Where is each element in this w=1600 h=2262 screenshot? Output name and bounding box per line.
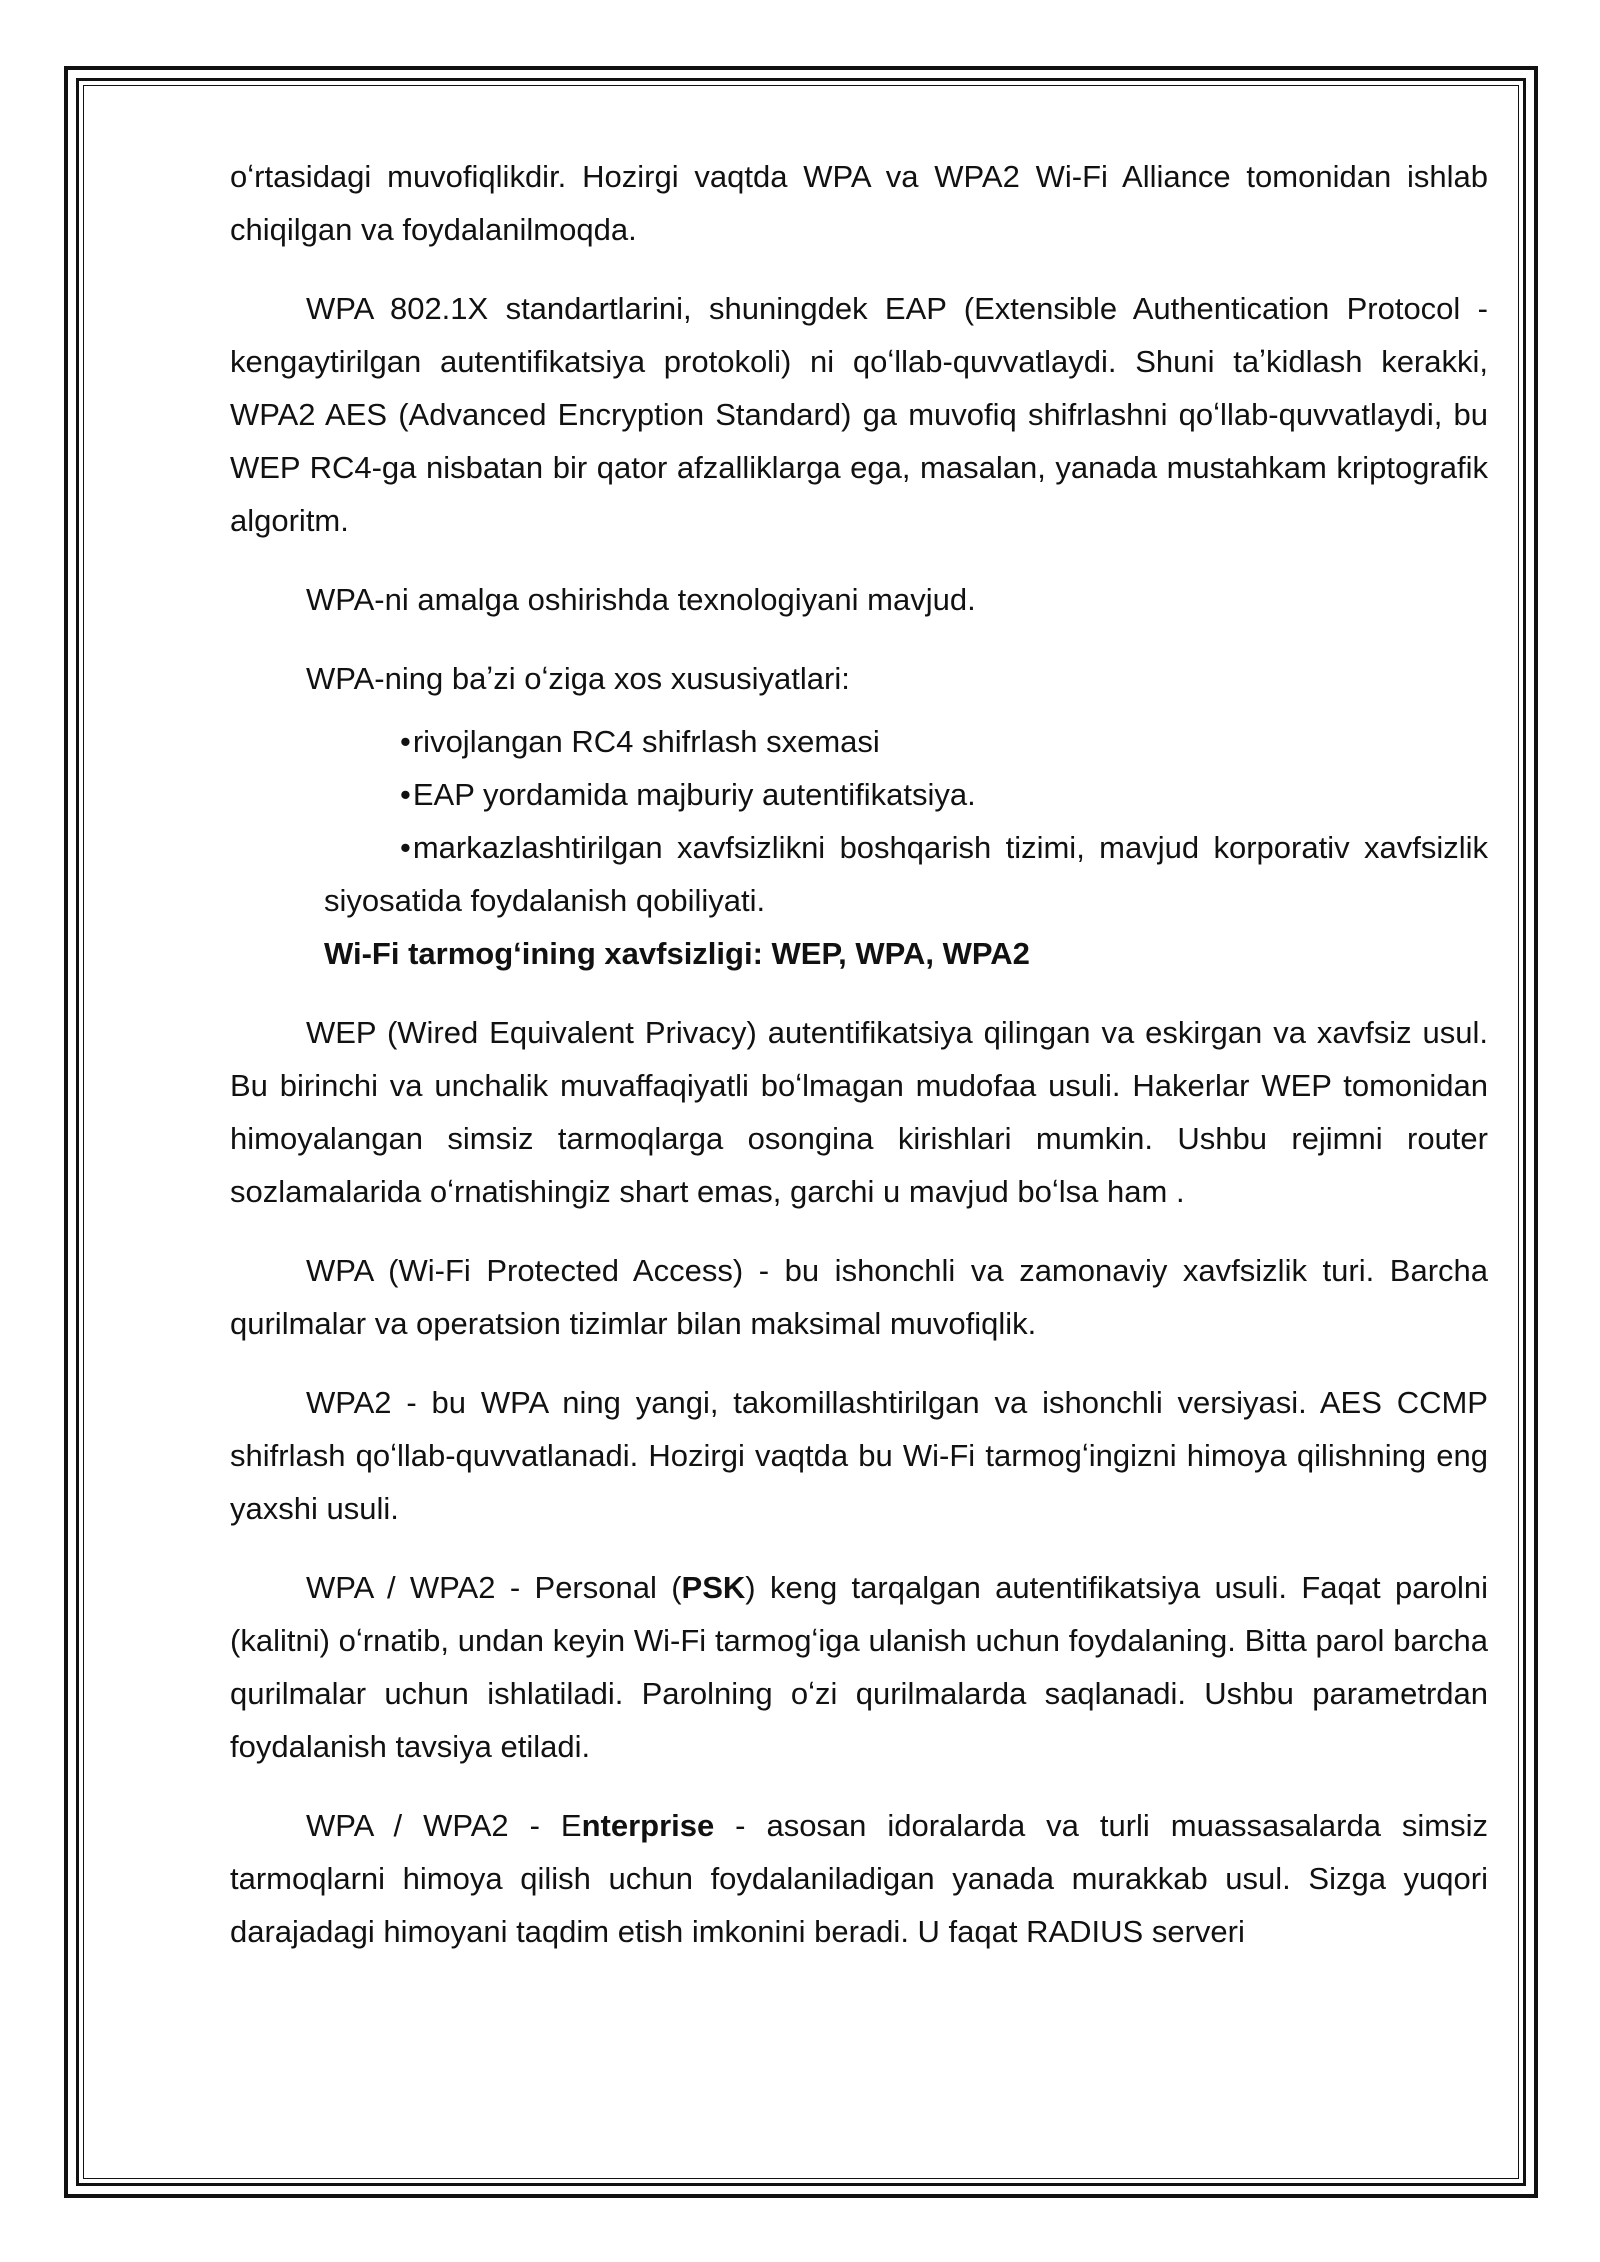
paragraph-wpa-implementation: WPA-ni amalga oshirishda texnologiyani mavjud. [306,582,976,617]
enterprise-bold: nterprise [581,1808,715,1843]
paragraph-wpa-features-intro: WPA-ning baʼzi oʻziga xos xususiyatlari: [306,661,850,696]
enterprise-text-before: WPA / WPA2 - E [306,1808,582,1843]
paragraph-wpa2: WPA2 - bu WPA ning yangi, takomillashtirilgan va ishonchli versiyasi. AES CCMP shifrlash qoʻllab-quvvatlanadi. Hozirgi vaqtda bu Wi-Fi tarmogʻingizni himoya qilishning eng yaxshi usuli. [230,1385,1488,1526]
paragraph-wpa-standards: WPA 802.1X standartlarini, shuningdek EAP (Extensible Authentication Protocol -kengaytirilgan autentifikatsiya protokoli) ni qoʻllab-quvvatlaydi. Shuni taʼkidlash kerakki, WPA2 AES (Advanced Encryption Standard) ga muvofiq shifrlashni qoʻllab-quvvatlaydi, bu WEP RC4-ga nisbatan bir qator afzalliklarga ega, masalan, yanada mustahkam kriptografik algoritm. [230,291,1488,538]
document-body [230,150,1488,1958]
list-item-text: rivojlangan RC4 shifrlash sxemasi [412,724,880,759]
paragraph-wpa-enterprise [230,1799,1488,1958]
psk-text-before: WPA / WPA2 - Personal ( [306,1570,682,1605]
wpa-features-list [230,715,1488,927]
list-item [230,715,1488,768]
enterprise-text-after: - asosan idoralarda va turli muassasalarda simsiz tarmoqlarni himoya qilish uchun foydalaniladigan yanada murakkab usul. Sizga yuqori darajadagi himoyani taqdim etish imkonini beradi. U faqat RADIUS serveri [230,1808,1489,1949]
paragraph-wep: WEP (Wired Equivalent Privacy) autentifikatsiya qilingan va eskirgan va xavfsiz usul. Bu birinchi va unchalik muvaffaqiyatli boʻlmagan mudofaa usuli. Hakerlar WEP tomonidan himoyalangan simsiz tarmoqlarga osongina kirishlari mumkin. Ushbu rejimni router sozlamalarida oʻrnatishingiz shart emas, garchi u mavjud boʻlsa ham . [230,1015,1488,1209]
list-item-text: EAP yordamida majburiy autentifikatsiya. [412,777,976,812]
psk-bold: PSK [681,1570,746,1605]
section-heading: Wi-Fi tarmogʻining xavfsizligi: WEP, WPA, WPA2 [324,936,1030,971]
list-item [230,768,1488,821]
psk-text-after: ) keng tarqalgan autentifikatsiya usuli. Faqat parolni (kalitni) oʻrnatib, undan keyin Wi-Fi tarmogʻiga ulanish uchun foydalaning. Bitta parol barcha qurilmalar uchun ishlatiladi. Parolning oʻzi qurilmalarda saqlanadi. Ushbu parametrdan foydalanish tavsiya etiladi. [230,1570,1489,1764]
bullet-icon: • [400,830,411,865]
paragraph-intro-continuation: oʻrtasidagi muvofiqlikdir. Hozirgi vaqtda WPA va WPA2 Wi-Fi Alliance tomonidan ishlab chiqilgan va foydalanilmoqda. [230,159,1488,247]
paragraph-wpa-personal [230,1561,1488,1773]
bullet-icon: • [400,777,411,812]
paragraph-wpa: WPA (Wi-Fi Protected Access) - bu ishonchli va zamonaviy xavfsizlik turi. Barcha qurilmalar va operatsion tizimlar bilan maksimal muvofiqlik. [230,1253,1488,1341]
list-item-text: markazlashtirilgan xavfsizlikni boshqarish tizimi, mavjud korporativ xavfsizlik siyosatida foydalanish qobiliyati. [324,830,1488,918]
bullet-icon: • [400,724,411,759]
list-item [230,821,1488,927]
